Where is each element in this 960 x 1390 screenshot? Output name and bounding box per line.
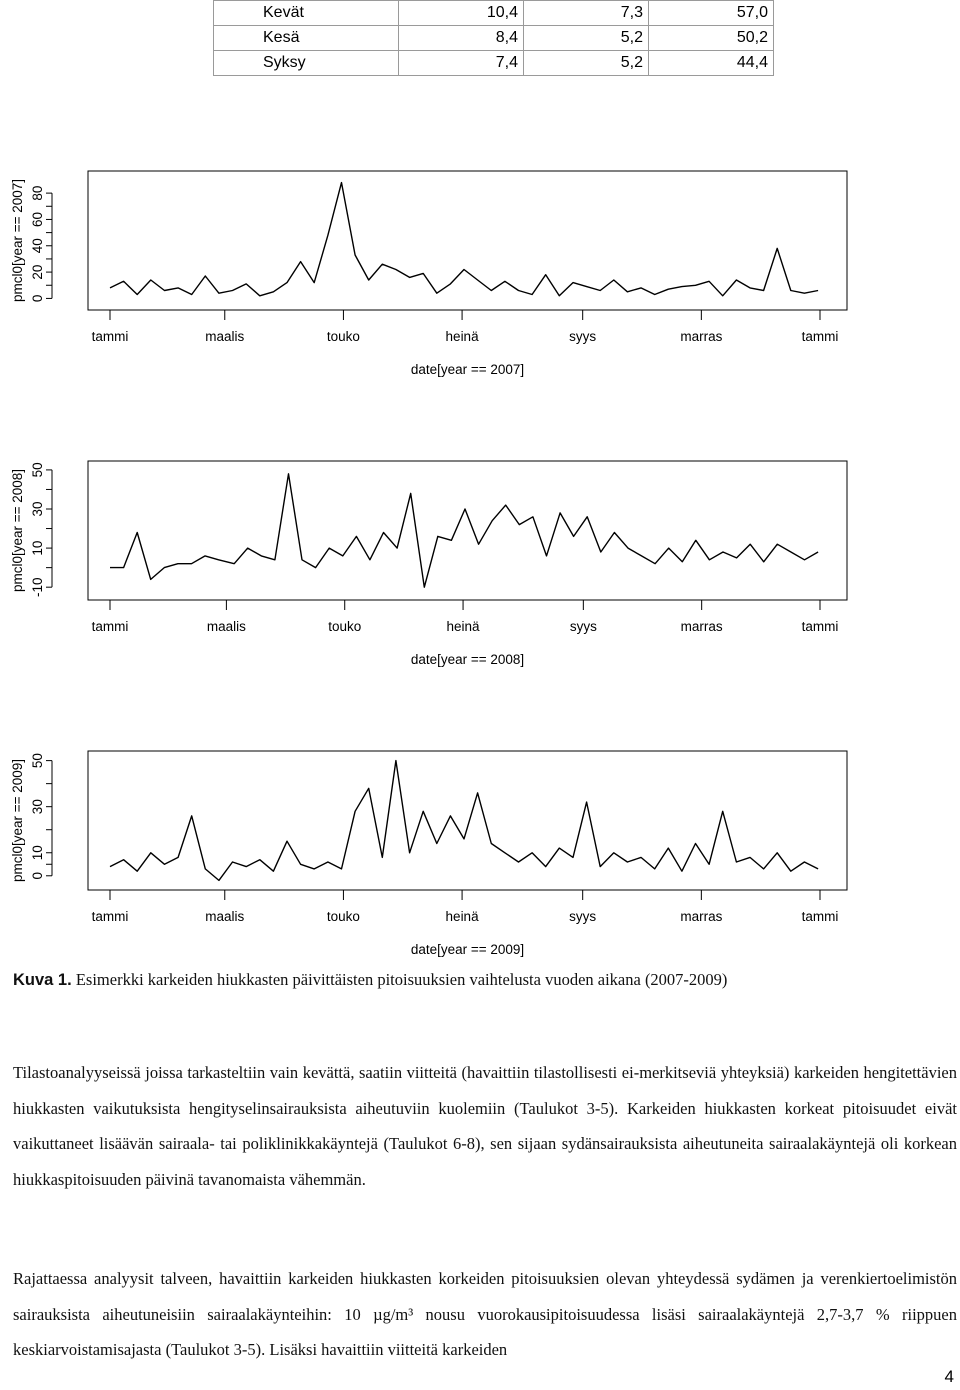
x-tick-label: touko <box>326 909 360 924</box>
caption-text: Esimerkki karkeiden hiukkasten päivittäisten pitoisuuksien vaihtelusta vuoden aikana (2007-2009) <box>75 970 728 989</box>
series-line <box>110 761 818 881</box>
y-tick-label: 0 <box>30 872 45 880</box>
x-tick-label: tammi <box>801 619 839 634</box>
table-cell: 5,2 <box>524 26 649 51</box>
x-tick-label: marras <box>680 329 723 344</box>
table-cell: 10,4 <box>399 1 524 26</box>
x-tick-label: tammi <box>91 619 129 634</box>
row-label: Kesä <box>214 26 399 51</box>
y-tick-label: -10 <box>30 577 45 597</box>
table-cell: 7,4 <box>399 51 524 76</box>
table-cell: 50,2 <box>649 26 774 51</box>
x-tick-label: marras <box>680 619 723 634</box>
x-tick-label: maalis <box>205 909 245 924</box>
x-tick-label: tammi <box>91 329 129 344</box>
x-tick-label: touko <box>328 619 362 634</box>
table-cell: 5,2 <box>524 51 649 76</box>
y-tick-label: 10 <box>30 845 45 861</box>
y-tick-label: 0 <box>30 294 45 303</box>
plot-frame <box>88 171 847 310</box>
paragraph-1: Tilastoanalyyseissä joissa tarkasteltiin vain kevättä, saatiin viitteitä (havaittiin tilastollisesti ei-merkitseviä yhteyksiä) karkeiden hengitettävien hiukkasten vaikutuksista hengityselinsairauksista aiheutuviin kuolemiin (Taulukot 3-5). Karkeiden hiukkasten korkeat pitoisuudet eivät vaikuttaneet lisäävän sairaala- tai poliklinikkakäyntejä (Taulukot 6-8), sen sijaan sydänsairauksista aiheutuneita sairaalakäyntejä oli korkean hiukkaspitoisuuden päivinä tavanomaista vähemmän. <box>13 1063 957 1189</box>
chart-2009 <box>0 748 960 1048</box>
chart-2007 <box>0 168 960 468</box>
table-row <box>214 26 774 51</box>
x-axis-label: date[year == 2008] <box>410 652 525 667</box>
y-tick-label: 20 <box>30 264 45 280</box>
y-tick-label: 80 <box>30 185 45 201</box>
table-cell: 8,4 <box>399 26 524 51</box>
row-label: Syksy <box>214 51 399 76</box>
table-row <box>214 1 774 26</box>
series-line <box>110 183 818 296</box>
x-tick-label: syys <box>569 909 597 924</box>
page-number: 4 <box>944 1367 954 1386</box>
x-tick-label: tammi <box>91 909 129 924</box>
y-tick-label: 50 <box>30 462 45 478</box>
y-tick-label: 30 <box>30 799 45 815</box>
figure-caption <box>13 970 957 990</box>
y-tick-label: 60 <box>30 211 45 227</box>
x-tick-label: syys <box>569 619 597 634</box>
paragraph-2: Rajattaessa analyysit talveen, havaittiin karkeiden hiukkasten korkeiden pitoisuuksien olevan yhteydessä sydämen ja verenkiertoelimistön sairauksista aiheutuneisiin sairaalakäynteihin: 10 µg/m³ nousu vuorokausipitoisuudessa lisäsi sairaalakäyntejä 2,7-3,7 % riippuen keskiarvoistamisajasta (Taulukot 3-5). Lisäksi havaittiin viitteitä karkeiden <box>13 1269 957 1359</box>
plot-frame <box>88 461 847 600</box>
x-axis-label: date[year == 2009] <box>410 942 525 957</box>
y-tick-label: 30 <box>30 501 45 517</box>
season-table <box>213 0 774 76</box>
series-line <box>110 474 818 587</box>
y-axis-label: pmcl0[year == 2008] <box>10 468 25 593</box>
x-tick-label: marras <box>680 909 723 924</box>
y-tick-label: 10 <box>30 540 45 556</box>
x-tick-label: touko <box>326 329 360 344</box>
x-axis-label: date[year == 2007] <box>410 362 525 377</box>
x-tick-label: heinä <box>446 619 480 634</box>
y-tick-label: 50 <box>30 753 45 769</box>
y-tick-label: 40 <box>30 238 45 254</box>
table-cell: 57,0 <box>649 1 774 26</box>
table-row <box>214 51 774 76</box>
x-tick-label: heinä <box>445 909 479 924</box>
x-tick-label: syys <box>569 329 597 344</box>
row-label: Kevät <box>214 1 399 26</box>
x-tick-label: tammi <box>801 909 839 924</box>
x-tick-label: maalis <box>206 619 246 634</box>
plot-frame <box>88 751 847 890</box>
x-tick-label: heinä <box>445 329 479 344</box>
x-tick-label: maalis <box>205 329 245 344</box>
caption-label: Kuva 1. <box>13 971 72 989</box>
y-axis-label: pmcl0[year == 2007] <box>10 178 25 303</box>
table-cell: 7,3 <box>524 1 649 26</box>
x-tick-label: tammi <box>801 329 839 344</box>
table-cell: 44,4 <box>649 51 774 76</box>
y-axis-label: pmcl0[year == 2009] <box>10 758 25 883</box>
chart-2008 <box>0 458 960 758</box>
